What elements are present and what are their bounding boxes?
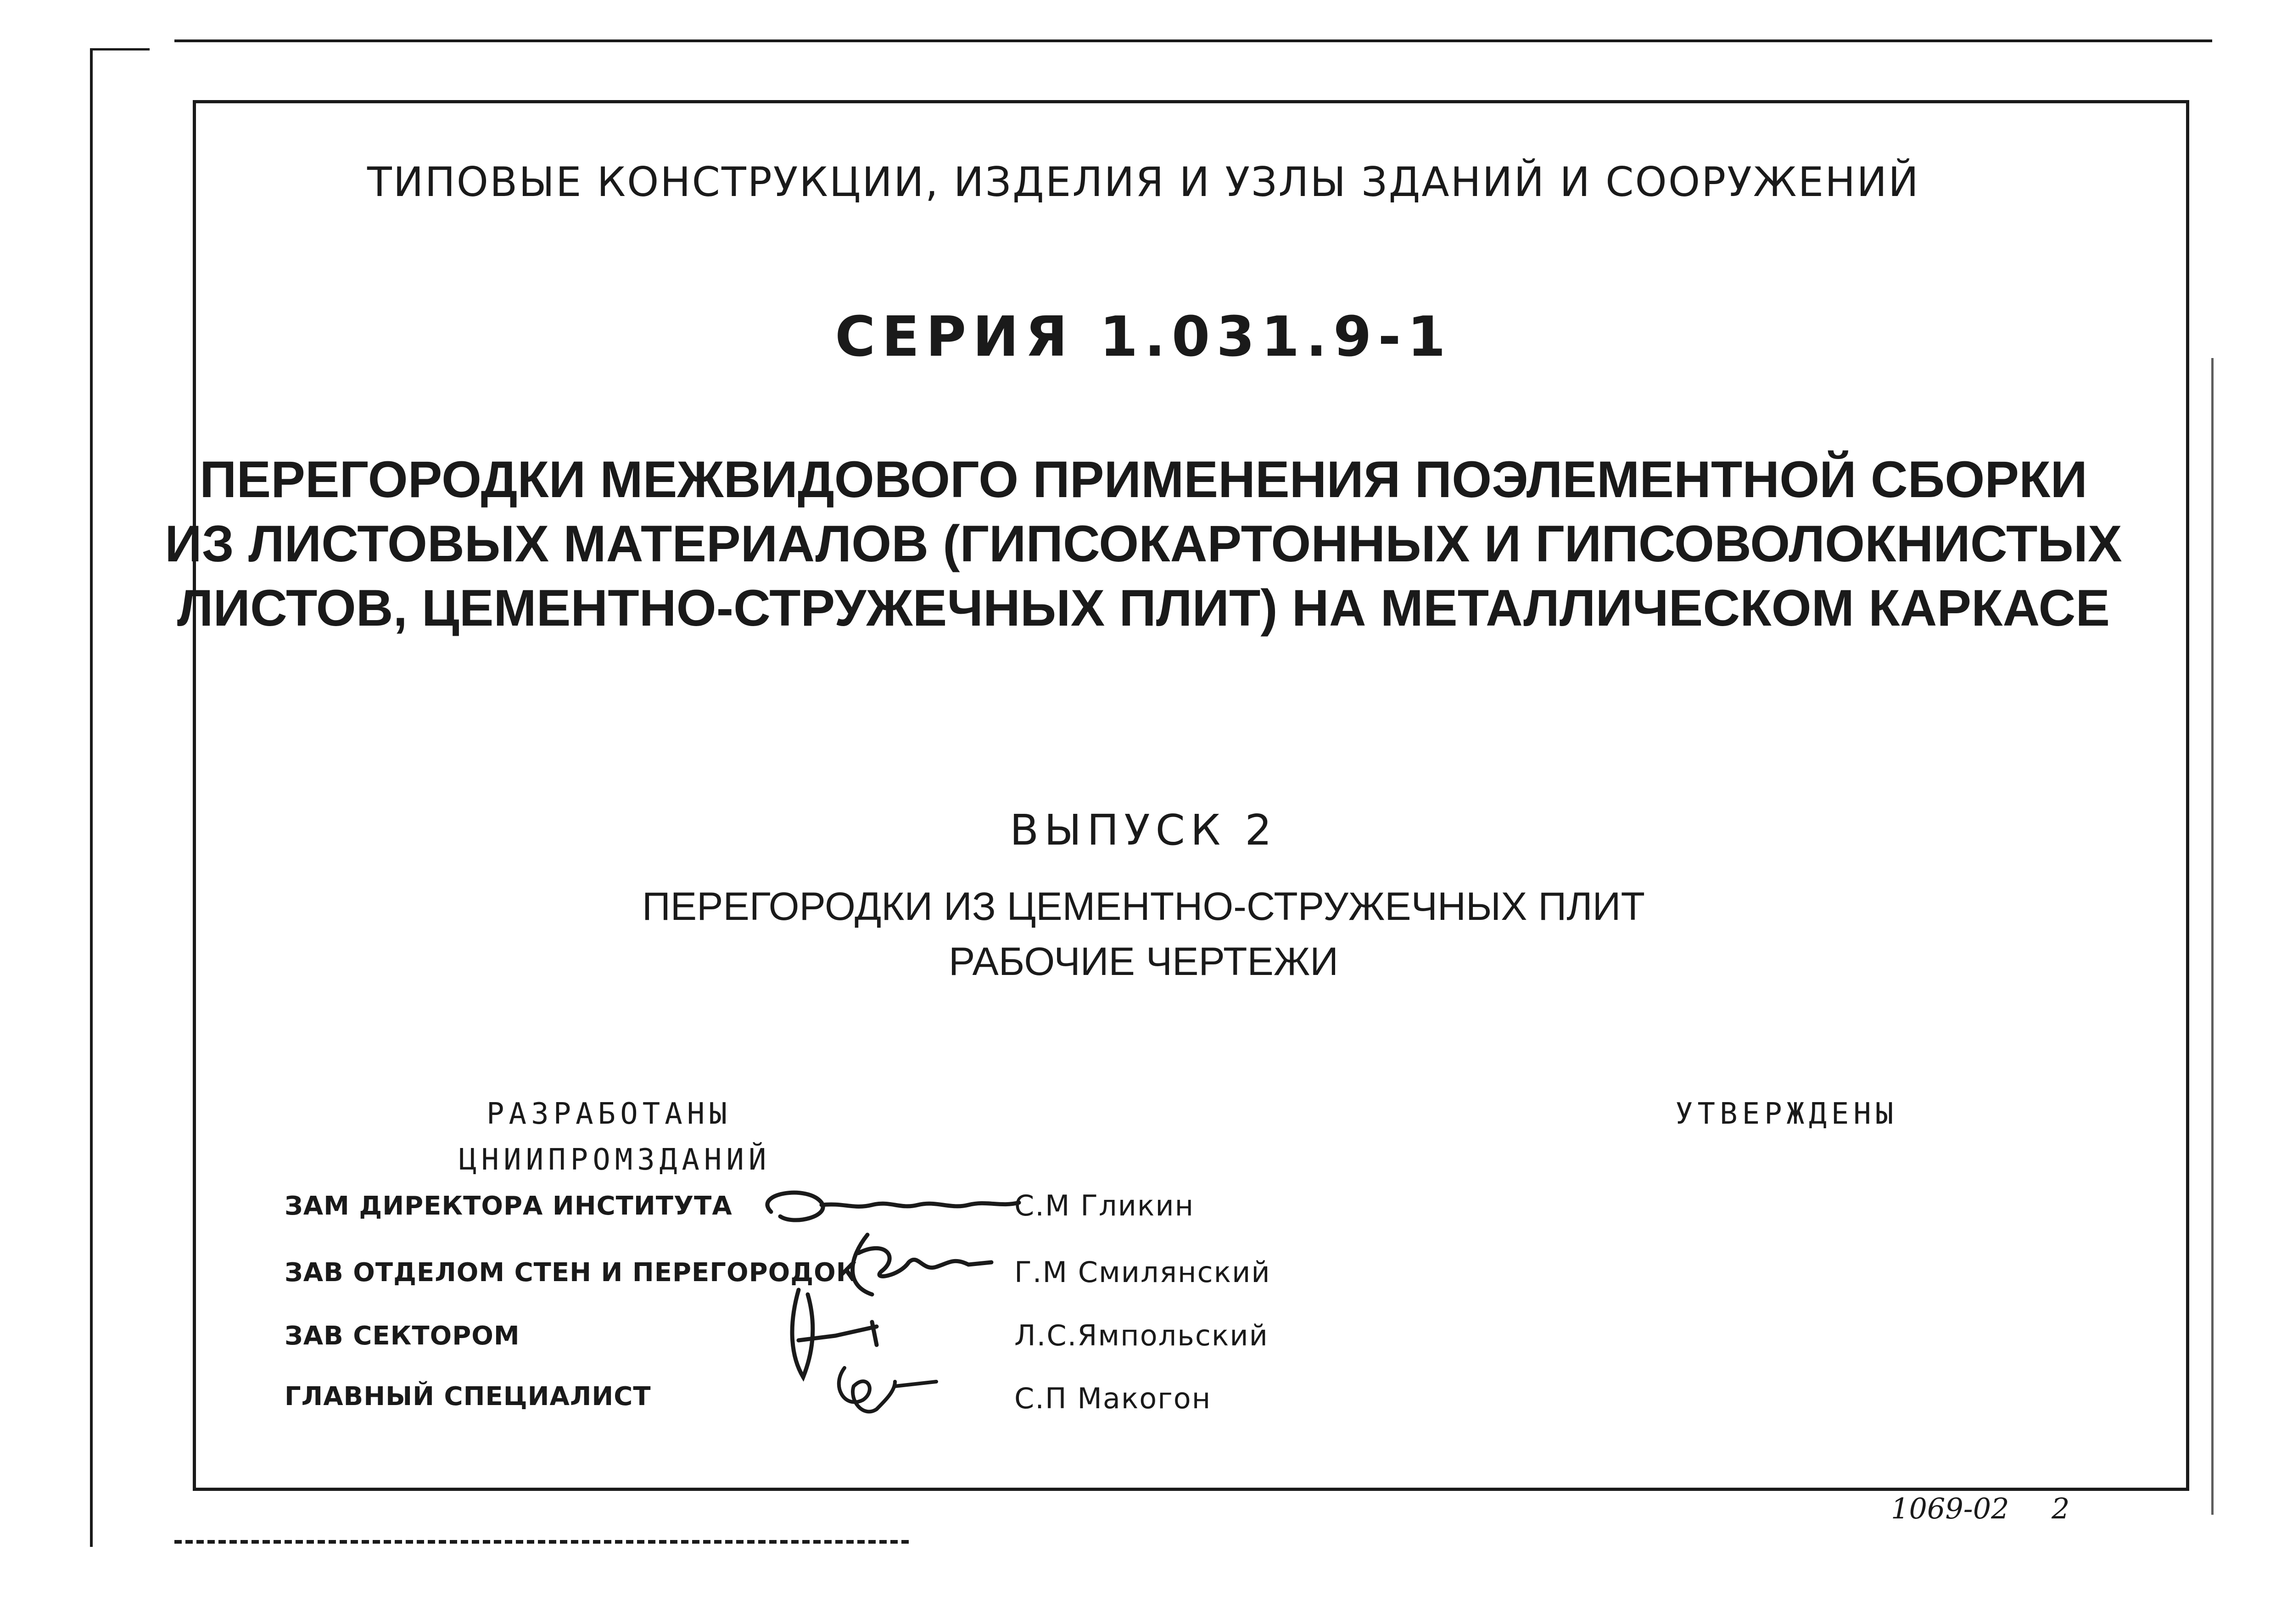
- title-line: ИЗ ЛИСТОВЫХ МАТЕРИАЛОВ (ГИПСОКАРТОННЫХ И ГИПСОВОЛОКНИСТЫХ: [165, 515, 2122, 572]
- developed-label: РАЗРАБОТАНЫ: [486, 1097, 732, 1131]
- signatory-role: ЗАВ ОТДЕЛОМ СТЕН И ПЕРЕГОРОДОК: [285, 1258, 858, 1288]
- document-title: [0, 448, 2287, 640]
- issue-subtitle: [0, 879, 2287, 989]
- signatory-role: ЗАМ ДИРЕКТОРА ИНСТИТУТА: [285, 1191, 733, 1221]
- signatory-name: С.М Гликин: [1014, 1189, 1195, 1222]
- signatory-name: Г.М Смилянский: [1014, 1255, 1271, 1289]
- signatory-name: Л.С.Ямпольский: [1014, 1319, 1269, 1352]
- subtitle-line: ПЕРЕГОРОДКИ ИЗ ЦЕМЕНТНО-СТРУЖЕЧНЫХ ПЛИТ: [642, 885, 1645, 929]
- sheet-number: 2: [2052, 1492, 2070, 1525]
- archive-stamp: 1069-02: [1891, 1492, 2009, 1525]
- title-line: ЛИСТОВ, ЦЕМЕНТНО-СТРУЖЕЧНЫХ ПЛИТ) НА МЕТАЛЛИЧЕСКОМ КАРКАСЕ: [177, 579, 2110, 637]
- series-number: СЕРИЯ 1.031.9-1: [835, 305, 1452, 369]
- outer-frame-top: [174, 39, 2212, 42]
- bottom-dash-line: [174, 1540, 909, 1544]
- signatory-name: С.П Макогон: [1014, 1382, 1212, 1415]
- developer-organization: ЦНИИПРОМЗДАНИЙ: [459, 1143, 771, 1177]
- title-line: ПЕРЕГОРОДКИ МЕЖВИДОВОГО ПРИМЕНЕНИЯ ПОЭЛЕМЕНТНОЙ СБОРКИ: [200, 451, 2087, 508]
- outer-frame-left-top: [90, 48, 150, 50]
- signature-makogon: [826, 1359, 955, 1428]
- header-text: ТИПОВЫЕ КОНСТРУКЦИИ, ИЗДЕЛИЯ И УЗЛЫ ЗДАНИЙ И СООРУЖЕНИЙ: [367, 158, 1920, 206]
- issue-number: ВЫПУСК 2: [1010, 806, 1277, 855]
- outer-frame-left: [90, 48, 93, 1547]
- signature-glikin: [753, 1175, 1028, 1239]
- subtitle-line: РАБОЧИЕ ЧЕРТЕЖИ: [948, 940, 1339, 984]
- signatory-role: ГЛАВНЫЙ СПЕЦИАЛИСТ: [285, 1382, 651, 1411]
- approved-label: УТВЕРЖДЕНЫ: [1675, 1097, 1898, 1131]
- signatory-role: ЗАВ СЕКТОРОМ: [285, 1321, 520, 1351]
